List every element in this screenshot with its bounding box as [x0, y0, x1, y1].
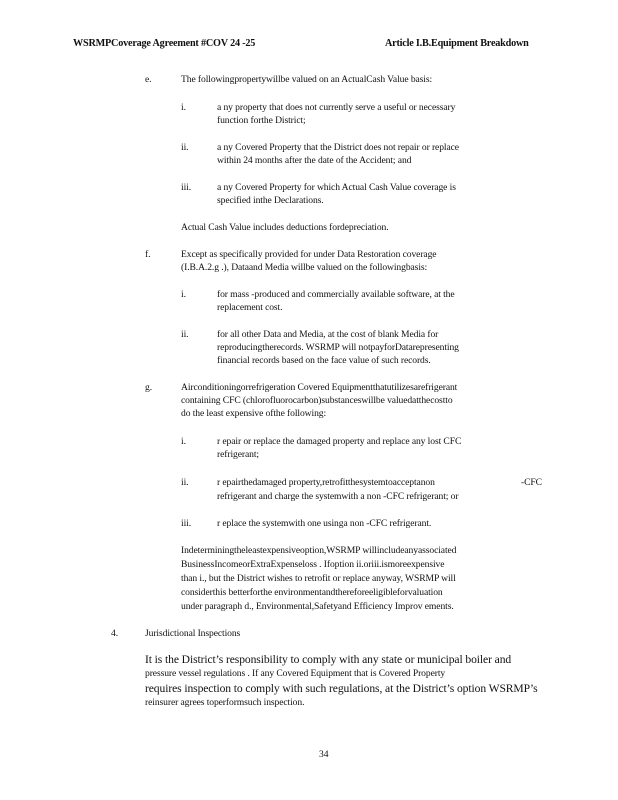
page-number: 34 [319, 749, 329, 760]
header-left: WSRMPCoverage Agreement #COV 24 -25 [73, 38, 256, 49]
item-f-text: Except as specifically provided for under Data Restoration coverage [181, 249, 437, 260]
item-g-paragraph-line: than i., but the District wishes to retrofit or replace anyway, WSRMP will [181, 573, 456, 584]
section-body-line: It is the District’s responsibility to comply with any state or municipal boiler and [145, 653, 512, 666]
item-g-sub-text: r eplace the systemwith one usinga non -CFC refrigerant. [217, 518, 432, 529]
item-g-sub-num: ii. [181, 477, 189, 488]
item-g-sub-text: -CFC [521, 477, 542, 488]
item-g-text: do the least expensive ofthe following: [181, 408, 327, 419]
item-g-sub-text: r epair or replace the damaged property and replace any lost CFC [217, 436, 462, 447]
item-g-text: containing CFC (chlorofluorocarbon)substanceswillbe valuedatthecostto [181, 395, 453, 406]
item-g-paragraph-line: considerthis betterforthe environmentandthereforeeligibleforvaluation [181, 587, 443, 598]
item-e-sub-text: a ny Covered Property for which Actual Cash Value coverage is [217, 182, 456, 193]
item-f-sub-text: replacement cost. [217, 302, 283, 313]
item-e-sub-text: a ny property that does not currently serve a useful or necessary [217, 102, 456, 113]
item-f-text: (I.B.A.2.g .), Dataand Media willbe valued on the followingbasis: [181, 262, 428, 273]
item-f-label: f. [145, 249, 151, 260]
section-number: 4. [111, 628, 118, 639]
section-body-line: pressure vessel regulations . If any Covered Equipment that is Covered Property [145, 668, 446, 679]
item-g-sub-text: refrigerant and charge the systemwith a non -CFC refrigerant; or [217, 491, 459, 502]
item-g-label: g. [145, 382, 152, 393]
item-e-label: e. [145, 74, 152, 85]
item-e-note: Actual Cash Value includes deductions fordepreciation. [181, 222, 389, 233]
item-e-sub-text: specified inthe Declarations. [217, 195, 324, 206]
item-g-sub-num: i. [181, 436, 186, 447]
item-e-intro: The followingpropertywillbe valued on an ActualCash Value basis: [181, 74, 433, 85]
item-e-sub-text: within 24 months after the date of the Accident; and [217, 155, 412, 166]
item-g-paragraph-line: Indeterminingtheleastexpensiveoption,WSRMP willincludeanyassociated [181, 545, 457, 556]
section-body-line: reinsurer agrees toperformsuch inspection. [145, 697, 305, 708]
section-title: Jurisdictional Inspections [145, 628, 241, 639]
item-g-sub-text: r epairthedamaged property,retrofitthesystemtoacceptanon [217, 477, 435, 488]
header-right: Article I.B.Equipment Breakdown [385, 38, 529, 49]
item-f-sub-text: for all other Data and Media, at the cost of blank Media for [217, 329, 439, 340]
item-e-sub-text: a ny Covered Property that the District does not repair or replace [217, 142, 459, 153]
item-g-paragraph-line: under paragraph d., Environmental,Safetyand Efficiency Improv ements. [181, 601, 454, 612]
item-f-sub-num: i. [181, 289, 186, 300]
item-e-sub-num: i. [181, 102, 186, 113]
section-body-line: requires inspection to comply with such regulations, at the District’s option WSRMP’s [145, 682, 538, 695]
item-e-sub-num: ii. [181, 142, 189, 153]
item-g-paragraph-line: BusinessIncomeorExtraExpenseloss . Ifoption ii.oriii.ismoreexpensive [181, 559, 445, 570]
item-e-sub-num: iii. [181, 182, 191, 193]
item-g-sub-num: iii. [181, 518, 191, 529]
item-g-sub-text: refrigerant; [217, 449, 259, 460]
item-e-sub-text: function forthe District; [217, 115, 306, 126]
item-g-text: Airconditioningorrefrigeration Covered Equipmentthatutilizesarefrigerant [181, 382, 458, 393]
item-f-sub-num: ii. [181, 329, 189, 340]
item-f-sub-text: financial records based on the face value of such records. [217, 355, 431, 366]
item-f-sub-text: reproducingtherecords. WSRMP will notpayforDatarepresenting [217, 342, 459, 353]
item-f-sub-text: for mass -produced and commercially available software, at the [217, 289, 455, 300]
